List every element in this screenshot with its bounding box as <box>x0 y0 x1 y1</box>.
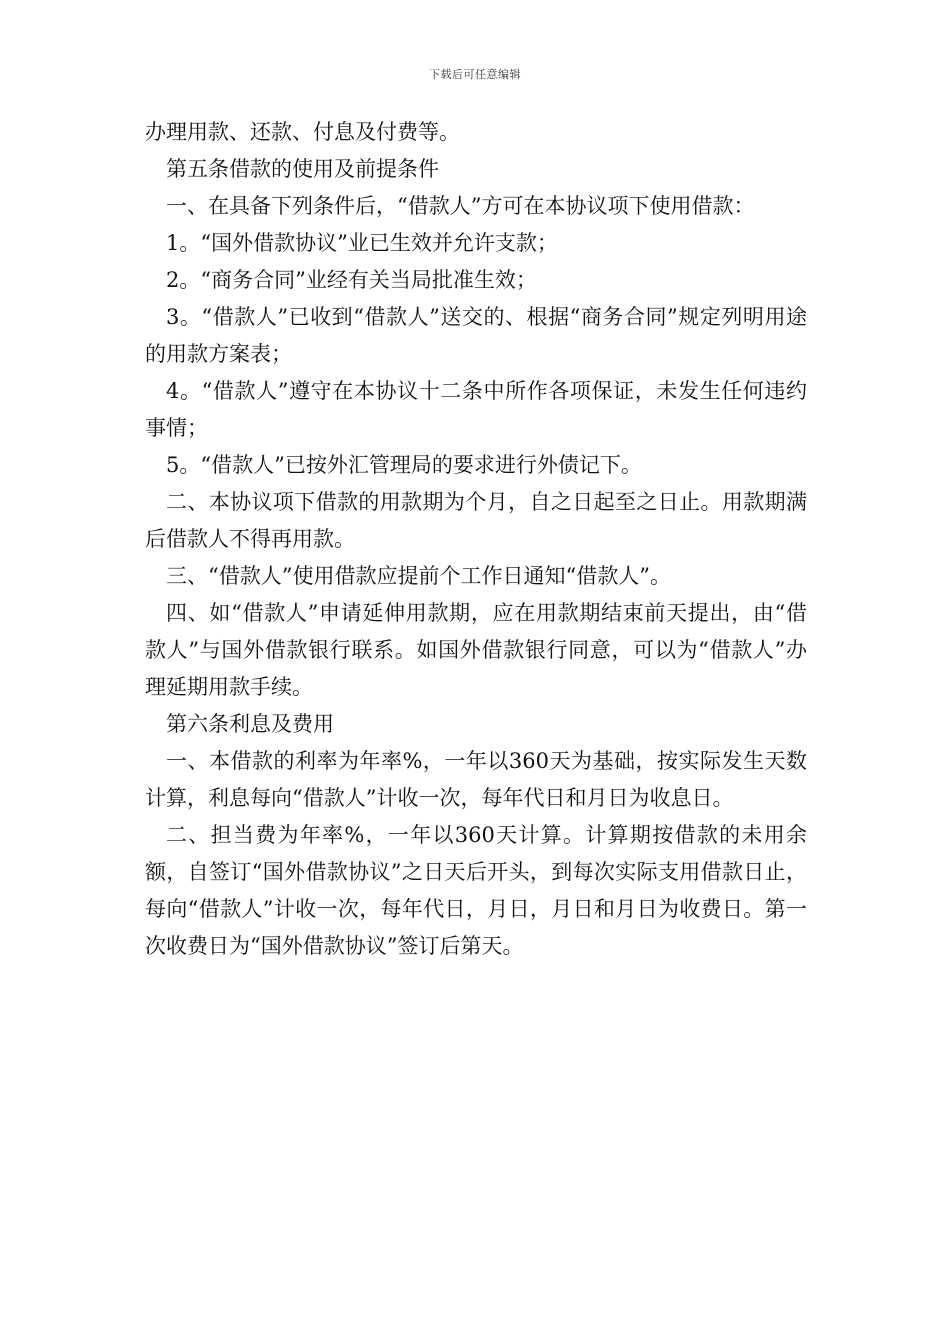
list-item-4: 4。“借款人”遵守在本协议十二条中所作各项保证，未发生任何违约事情； <box>145 379 807 440</box>
list-item-5: 5。“借款人”已按外汇管理局的要求进行外债记下。 <box>166 453 642 477</box>
paragraph-11: 四、如“借款人”申请延伸用款期，应在用款期结束前天提出，由“借款人”与国外借款银行联系。如国外借款银行同意，可以为“借款人”办理延期用款手续。 <box>145 601 807 699</box>
document-body <box>145 114 807 965</box>
page-header: 下载后可任意编辑 <box>429 68 521 81</box>
article-6-heading: 第六条利息及费用 <box>166 712 334 736</box>
paragraph-1: 办理用款、还款、付息及付费等。 <box>145 120 460 144</box>
paragraph-9: 二、本协议项下借款的用款期为个月，自之日起至之日止。用款期满后借款人不得再用款。 <box>145 490 807 551</box>
article-5-heading: 第五条借款的使用及前提条件 <box>166 157 439 181</box>
list-item-2: 2。“商务合同”业经有关当局批准生效； <box>166 268 537 292</box>
list-item-1: 1。“国外借款协议”业已生效并允许支款； <box>166 231 558 255</box>
paragraph-10: 三、“借款人”使用借款应提前个工作日通知“借款人”。 <box>166 564 671 588</box>
paragraph-14: 二、担当费为年率%，一年以360天计算。计算期按借款的未用余额，自签订“国外借款协议”之日天后开头，到每次实际支用借款日止，每向“借款人”计收一次，每年代日，月日，月日和月日为收费日。第一次收费日为“国外借款协议”签订后第天。 <box>145 823 807 958</box>
list-item-3: 3。“借款人”已收到“借款人”送交的、根据“商务合同”规定列明用途的用款方案表； <box>145 305 807 366</box>
paragraph-3: 一、在具备下列条件后，“借款人”方可在本协议项下使用借款： <box>166 194 755 218</box>
paragraph-13: 一、本借款的利率为年率%，一年以360天为基础，按实际发生天数计算，利息每向“借款人”计收一次，每年代日和月日为收息日。 <box>145 749 807 810</box>
